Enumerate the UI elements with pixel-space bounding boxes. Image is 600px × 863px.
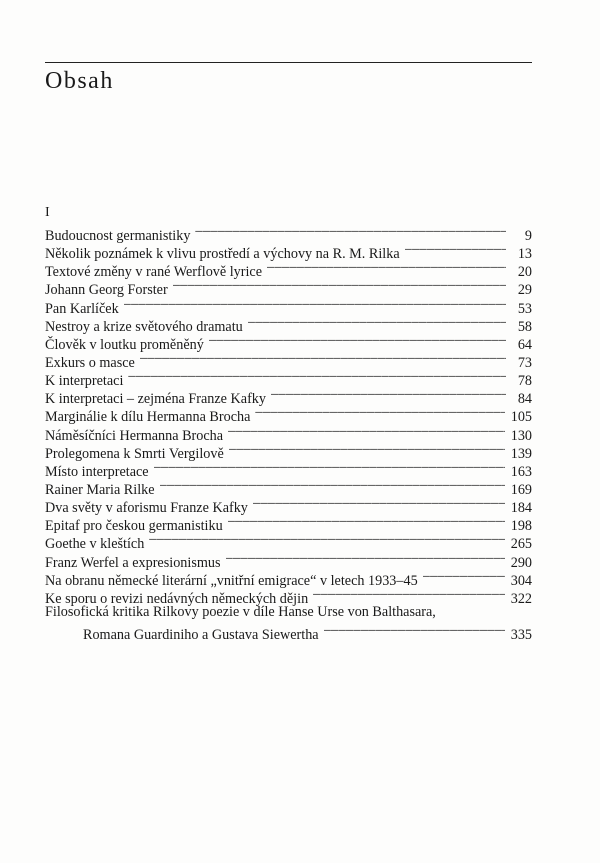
toc-entry-title: Johann Georg Forster — [45, 282, 168, 299]
toc-entry-page: 184 — [510, 500, 532, 517]
toc-entry-page: 84 — [517, 391, 532, 408]
toc-entry-title: Epitaf pro českou germanistiku — [45, 518, 223, 535]
toc-leader — [226, 549, 505, 567]
toc-entry-title: Prolegomena k Smrti Vergilově — [45, 445, 224, 462]
toc-entry-page: 335 — [510, 627, 532, 644]
toc-leader — [195, 222, 506, 240]
toc-leader — [267, 258, 506, 276]
toc-entry-last-line2 — [45, 621, 532, 644]
toc-entry-title: Několik poznámek k vlivu prostředí a výchovy na R. M. Rilka — [45, 246, 400, 263]
top-rule — [45, 62, 532, 63]
toc-entry-title: Místo interpretace — [45, 463, 149, 480]
toc-entry-last-line1 — [45, 603, 532, 621]
toc-entry-title: Marginálie k dílu Hermanna Brocha — [45, 409, 251, 426]
toc-leader — [228, 512, 505, 530]
toc-entry-page: 29 — [517, 282, 532, 299]
toc-entry-page: 64 — [517, 336, 532, 353]
toc-entry-page: 20 — [517, 264, 532, 281]
toc-entry-page: 130 — [510, 427, 532, 444]
toc-leader — [248, 313, 506, 331]
toc-entry-title: Filosofická kritika Rilkovy poezie v díle Hanse Urse von Balthasara, — [45, 603, 436, 620]
page-title: Obsah — [45, 68, 114, 94]
toc-entry-title: K interpretaci — [45, 373, 124, 390]
toc-leader — [423, 567, 505, 585]
toc-leader — [140, 349, 506, 367]
toc-entry-page: 304 — [510, 572, 532, 589]
toc-entry-title: Exkurs o masce — [45, 354, 135, 371]
toc-entry-title: Na obranu německé literární „vnitřní emigrace“ v letech 1933–45 — [45, 572, 418, 589]
toc-entry-title: Goethe v kleštích — [45, 536, 145, 553]
toc-entry-page: 265 — [510, 536, 532, 553]
toc-entry-page: 58 — [517, 318, 532, 335]
toc-leader — [149, 530, 504, 548]
toc-entry-page: 78 — [517, 373, 532, 390]
toc-leader — [128, 367, 506, 385]
toc-leader — [253, 494, 505, 512]
toc-entry-page: 139 — [510, 445, 532, 462]
toc-entry-title: Ke sporu o revizi nedávných německých dějin — [45, 590, 309, 607]
toc-entry-title: Rainer Maria Rilke — [45, 481, 155, 498]
toc-entry — [45, 222, 532, 244]
toc-entry-title: Člověk v loutku proměněný — [45, 336, 204, 353]
toc-leader — [313, 585, 505, 603]
toc-leader — [173, 276, 506, 294]
toc-entry-page: 53 — [517, 300, 532, 317]
toc-entry-page: 9 — [524, 228, 532, 244]
toc-entry-title: Dva světy v aforismu Franze Kafky — [45, 500, 248, 517]
toc-entry-page: 322 — [510, 590, 532, 607]
section-label: I — [45, 205, 50, 220]
toc-entry-title-continued: Romana Guardiniho a Gustava Siewertha — [83, 627, 319, 644]
toc-leader — [154, 458, 505, 476]
toc-leader — [271, 385, 506, 403]
toc-entry-page: 105 — [510, 409, 532, 426]
toc-entry-title: Textové změny v rané Werflově lyrice — [45, 264, 263, 281]
toc-entry-page: 163 — [510, 463, 532, 480]
toc-entry-title: Franz Werfel a expresionismus — [45, 554, 221, 571]
toc-leader — [160, 476, 505, 494]
toc-leader — [229, 440, 505, 458]
toc-leader — [228, 422, 505, 440]
toc-entry-title: Pan Karlíček — [45, 300, 119, 317]
toc-entry-page: 290 — [510, 554, 532, 571]
toc-leader — [124, 295, 506, 313]
toc-entry-title: Budoucnost germanistiky — [45, 228, 191, 244]
toc-entry-title: Náměsíčníci Hermanna Brocha — [45, 427, 224, 444]
toc-leader — [209, 331, 506, 349]
toc-entry-title: Nestroy a krize světového dramatu — [45, 318, 243, 335]
toc-entry-page: 198 — [510, 518, 532, 535]
toc-leader — [405, 240, 506, 258]
toc-entry-page: 13 — [517, 246, 532, 263]
toc-leader — [255, 403, 504, 421]
table-of-contents — [45, 222, 532, 644]
toc-leader — [324, 621, 505, 639]
toc-entry-page: 169 — [510, 481, 532, 498]
toc-entry-title: K interpretaci – zejména Franze Kafky — [45, 391, 266, 408]
toc-entry-page: 73 — [517, 354, 532, 371]
